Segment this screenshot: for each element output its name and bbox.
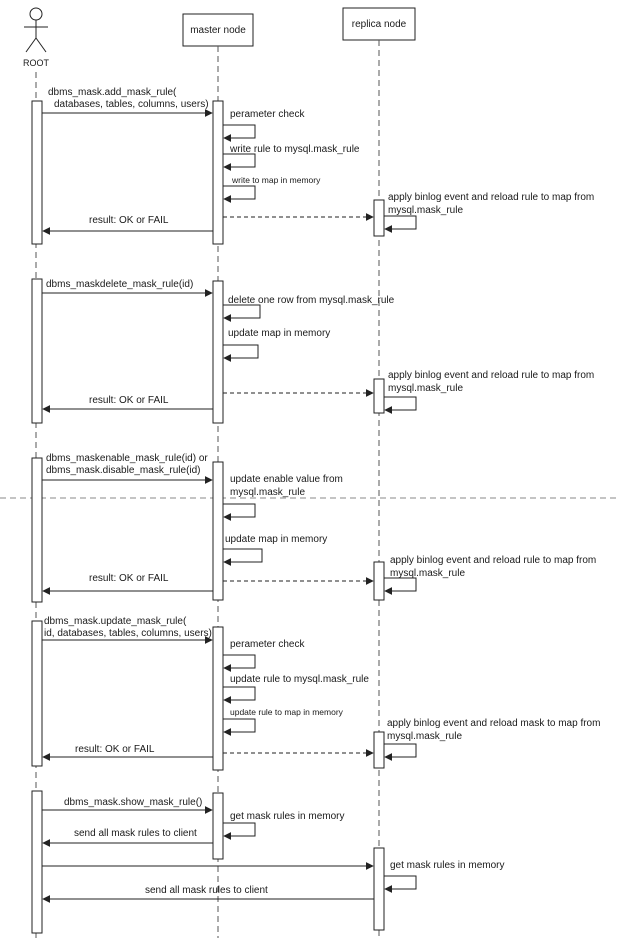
self-update-map-1-label: update map in memory	[228, 328, 331, 339]
activation-replica-1	[374, 200, 384, 236]
msg-update-mask-rule-label: dbms_mask.update_mask_rule( id, databases, tables, columns, users)	[44, 616, 212, 639]
activation-root-3	[32, 458, 42, 602]
result-4-label: result: OK or FAIL	[75, 744, 155, 755]
self-replica-reload-2-arrow	[384, 397, 416, 410]
msg-enable-disable-label: dbms_maskenable_mask_rule(id) or dbms_mask.disable_mask_rule(id)	[46, 453, 208, 476]
send-rules-1-label: send all mask rules to client	[74, 828, 197, 839]
result-3-label: result: OK or FAIL	[89, 573, 169, 584]
self-delete-row-label: delete one row from mysql.mask_rule	[228, 295, 395, 306]
msg-add-mask-rule-label: dbms_mask.add_mask_rule( databases, tables, columns, users)	[48, 87, 209, 110]
self-update-map-2-label: update map in memory	[225, 534, 328, 545]
self-get-rules-2-arrow	[384, 876, 416, 889]
self-update-enable-label: update enable value from mysql.mask_rule	[230, 474, 343, 498]
self-replica-reload-4-arrow	[384, 744, 416, 757]
self-get-rules-2-label: get mask rules in memory	[390, 860, 505, 871]
self-update-rule-map-arrow	[223, 719, 255, 732]
self-replica-reload-3-arrow	[384, 578, 416, 591]
actor-root	[23, 8, 50, 68]
msg-delete-mask-rule-label: dbms_maskdelete_mask_rule(id)	[46, 279, 194, 290]
self-param-check-2-label: perameter check	[230, 639, 305, 650]
master-header-label: master node	[190, 25, 246, 36]
self-replica-reload-4-label: apply binlog event and reload mask to map from mysql.mask_rule	[387, 718, 601, 742]
self-param-check-label: perameter check	[230, 109, 305, 120]
msg-show-mask-rule-label: dbms_mask.show_mask_rule()	[64, 797, 203, 808]
self-param-check-2-arrow	[223, 655, 255, 668]
activation-replica-5	[374, 848, 384, 930]
activation-root-4	[32, 621, 42, 766]
participant-replica	[343, 8, 415, 40]
self-replica-reload-2-label: apply binlog event and reload rule to map from mysql.mask_rule	[388, 370, 595, 394]
self-write-map-arrow	[223, 186, 255, 199]
actor-leg-right	[36, 38, 46, 52]
send-rules-2-label: send all mask rules to client	[145, 885, 268, 896]
activation-root-2	[32, 279, 42, 423]
self-get-rules-1-arrow	[223, 823, 255, 836]
result-2-label: result: OK or FAIL	[89, 395, 169, 406]
activation-root-1	[32, 101, 42, 244]
self-param-check-arrow	[223, 125, 255, 138]
activation-master-2	[213, 281, 223, 423]
self-write-rule-arrow	[223, 154, 255, 167]
self-replica-reload-3-label: apply binlog event and reload rule to map from mysql.mask_rule	[390, 555, 597, 579]
self-write-rule-label: write rule to mysql.mask_rule	[230, 144, 360, 155]
participant-master	[183, 14, 253, 46]
self-update-map-2-arrow	[223, 549, 262, 562]
result-1-label: result: OK or FAIL	[89, 215, 169, 226]
self-update-enable-arrow	[223, 504, 255, 517]
activation-master-5	[213, 793, 223, 859]
activation-replica-4	[374, 732, 384, 768]
activation-master-4	[213, 627, 223, 770]
actor-label: ROOT	[23, 58, 49, 68]
self-delete-row-arrow	[223, 305, 260, 318]
activation-root-5	[32, 791, 42, 933]
self-write-map-label: write to map in memory	[232, 175, 321, 185]
actor-head	[30, 8, 42, 20]
activation-master-3	[213, 462, 223, 600]
activation-replica-2	[374, 379, 384, 413]
self-update-rule-label: update rule to mysql.mask_rule	[230, 674, 369, 685]
activation-replica-3	[374, 562, 384, 600]
activation-master-1	[213, 101, 223, 244]
self-replica-reload-1-arrow	[384, 216, 416, 229]
actor-leg-left	[26, 38, 36, 52]
self-update-map-1-arrow	[223, 345, 258, 358]
self-update-rule-map-label: update rule to map in memory	[230, 707, 343, 717]
self-replica-reload-1-label: apply binlog event and reload rule to map from mysql.mask_rule	[388, 192, 595, 216]
replica-header-label: replica node	[351, 19, 407, 30]
self-update-rule-arrow	[223, 687, 255, 700]
self-get-rules-1-label: get mask rules in memory	[230, 811, 345, 822]
